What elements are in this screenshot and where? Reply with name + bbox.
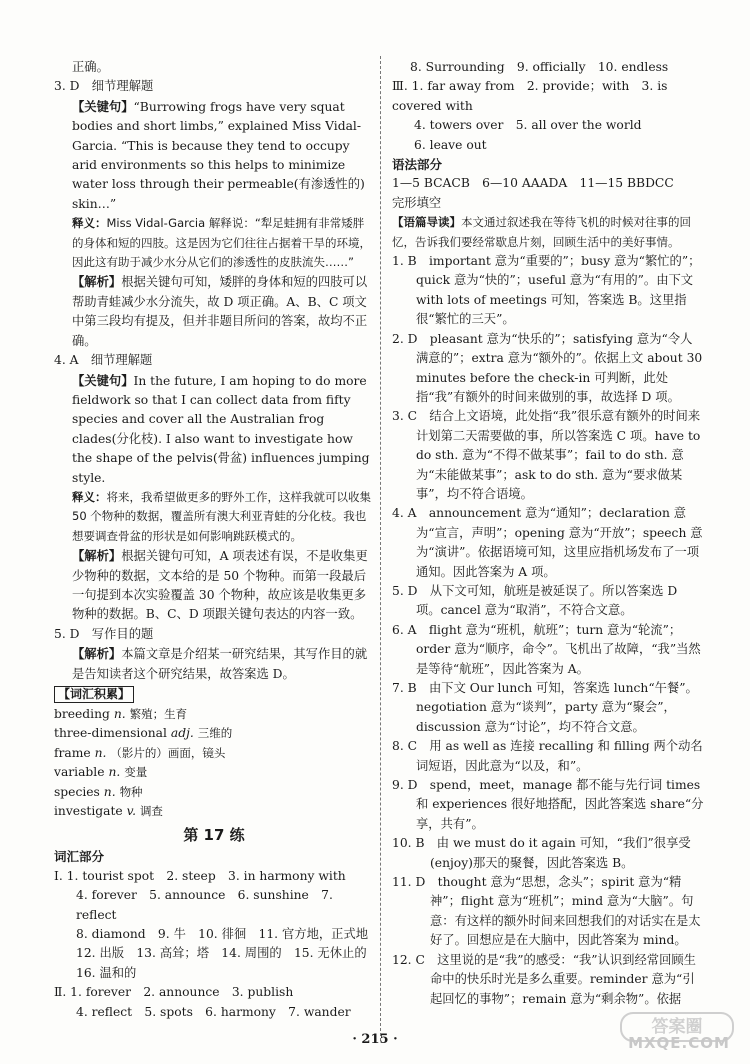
- translation-text: 将来，我希望做更多的野外工作，这样我就可以收集 50 个物种的数据，覆盖所有澳大利亚青蛙的分化枝。我也想要调查骨盆的形状是如何影响跳跃模式的。: [72, 489, 371, 543]
- q3-analysis: [54, 272, 374, 351]
- analysis-text: 本篇文章是介绍某一研究结果，其写作目的就是告知读者这个研究结果，故答案选 D。: [72, 647, 368, 681]
- analysis-text: 根据关键句可知，A 项表述有误，不是收集更少物种的数据，文本给的是 50 个物种。而第一段最后一句提到本次实验覆盖 30 个物种，故应该是收集更多物种的数据。B、C、D 项跟关键句表达的内容一致。: [72, 549, 368, 622]
- analysis-label: 【解析】: [72, 274, 122, 290]
- vocab-list: [54, 705, 374, 821]
- cloze-item: 11. D thought 意为“思想，念头”；spirit 意为“精神”；flight 意为“班机”；mind 意为“大脑”。句意：有这样的额外时间来回想我们的对话实在是太好了。回想应是在大脑中，因此答案为 mind。: [392, 875, 701, 948]
- watermark-logo: [618, 1010, 740, 1060]
- key-sentence-label: 【关键句】: [72, 372, 134, 388]
- answer-line: Ⅲ. 1. far away from 2. provide；with 3. is covered with: [392, 79, 668, 113]
- q3-translation: [54, 214, 374, 272]
- left-column: [54, 58, 381, 1022]
- passage-guide: [392, 213, 704, 252]
- analysis-label: 【解析】: [72, 548, 122, 564]
- q4-key-sentence: [54, 371, 374, 488]
- grammar-heading: 语法部分: [392, 157, 443, 173]
- continued-text: 正确。: [72, 60, 109, 74]
- section-3-answers: [392, 77, 704, 155]
- cloze-item: 10. B 由 we must do it again 可知，“我们”很享受(enjoy)那天的聚餐，因此答案选 B。: [392, 836, 691, 870]
- cloze-item: 4. A announcement 意为“通知”；declaration 意为“宣言，声明”；opening 意为“开放”；speech 意为“演讲”。依据语境可知，这里应指机场发布了一项通知。因此答案为 A 项。: [392, 506, 703, 579]
- vocab-item: [54, 763, 374, 782]
- vocab-pos: n.: [113, 707, 126, 721]
- answer-line: Ⅰ. 1. tourist spot 2. steep 3. in harmony with: [54, 868, 346, 883]
- vocab-meaning: 三维的: [197, 726, 233, 741]
- q4-heading: 4. A 细节理解题: [54, 353, 153, 368]
- q4-analysis: [54, 546, 374, 625]
- section-1-answers: [54, 867, 381, 983]
- answer-line: 4. forever 5. announce 6. sunshine 7. reflect: [76, 888, 333, 922]
- right-column: [392, 58, 704, 1009]
- section-2-continued: 8. Surrounding 9. officially 10. endless: [410, 60, 669, 74]
- watermark-bottom: MXQE.COM: [628, 1034, 730, 1052]
- vocab-word: frame: [54, 745, 91, 760]
- answer-line: Ⅱ. 1. forever 2. announce 3. publish: [54, 985, 294, 1000]
- answer-line: 6. leave out: [414, 137, 487, 152]
- guide-label: 【语篇导读】: [392, 215, 461, 230]
- vocab-section-heading: 词汇部分: [54, 849, 105, 865]
- vocab-pos: adj.: [170, 726, 194, 741]
- answer-line: 8. diamond 9. 牛 10. 徘徊 11. 官方地，正式地 12. 出版 13. 高耸；塔 14. 周围的 15. 无休止的 16. 温和的: [76, 927, 381, 980]
- vocab-meaning: （影片的）画面，镜头: [110, 745, 226, 760]
- vocab-meaning: 调查: [139, 804, 163, 819]
- vocab-pos: n.: [103, 784, 116, 799]
- vocab-item: [54, 724, 374, 743]
- vocab-word: investigate: [54, 804, 123, 819]
- translation-label: 释义：: [72, 216, 107, 231]
- vocab-item: [54, 705, 374, 724]
- cloze-item: 9. D spend，meet，manage 都不能与先行词 times 和 experiences 很好地搭配，因此答案选 share“分享，共有”。: [392, 778, 704, 831]
- vocab-item: [54, 744, 374, 763]
- column-divider: [380, 56, 381, 1041]
- guide-text: 本文通过叙述我在等待飞机的时候对往事的回忆，告诉我们要经常歇息片刻，回顾生活中的美好事情。: [392, 215, 691, 249]
- q3-key-sentence: [54, 97, 374, 214]
- key-sentence-label: 【关键句】: [72, 98, 134, 114]
- cloze-item: 6. A flight 意为“班机，航班”；turn 意为“轮流”；order 意为“顺序，命令”。飞机出了故障，“我”当然是等待“航班”，因此答案为 A。: [392, 622, 701, 676]
- translation-text: Miss Vidal-Garcia 解释说：“犁足蛙拥有非常矮胖的身体和短的四肢。这是因为它们往往占据着干旱的环境，因此这有助于减少水分从它们的渗透性的皮肤流失……”: [72, 216, 371, 270]
- vocab-meaning: 繁殖；生育: [129, 707, 188, 721]
- vocab-meaning: 变量: [124, 765, 148, 780]
- vocab-pos: n.: [94, 745, 107, 760]
- analysis-label: 【解析】: [72, 646, 122, 662]
- watermark-top: 答案圈: [620, 1012, 734, 1042]
- cloze-item: 1. B important 意为“重要的”；busy 意为“繁忙的”；quick 意为“快的”；useful 意为“有用的”。由下文 with lots of meetings 可知，答案选 B。这里指很“繁忙的三天”。: [392, 254, 701, 327]
- page-number: · 215 ·: [352, 1032, 398, 1047]
- lesson-title: 第 17 练: [183, 826, 245, 845]
- q4-translation: [54, 488, 374, 546]
- cloze-item: 3. C 结合上文语境，此处指“我”很乐意有额外的时间来计划第二天需要做的事，所以答案选 C 项。have to do sth. 意为“不得不做某事”；fail to do sth. 意为“未能做某事”；ask to do sth. 意为“要求做某事”，均不符合语境。: [392, 409, 701, 501]
- vocab-word: species: [54, 784, 100, 799]
- cloze-item: 2. D pleasant 意为“快乐的”；satisfying 意为“令人满意的”；extra 意为“额外的”。依据上文 about 30 minutes before the check-in 可判断，此处指“我”有额外的时间来做别的事，故选择 D 项。: [392, 331, 703, 404]
- cloze-item: 5. D 从下文可知，航班是被延误了。所以答案选 D 项。cancel 意为“取消”，不符合文意。: [392, 583, 678, 618]
- vocab-heading: 【词汇积累】: [54, 686, 134, 703]
- cloze-item: 8. C 用 as well as 连接 recalling 和 filling 两个动名词短语，因此意为“以及，和”。: [392, 739, 703, 773]
- grammar-answers: 1—5 BCACB 6—10 AAADA 11—15 BBDCC: [392, 176, 674, 191]
- answer-line: 4. reflect 5. spots 6. harmony 7. wander: [76, 1004, 351, 1019]
- cloze-item: 7. B 由下文 Our lunch 可知，答案选 lunch“午餐”。negotiation 意为“谈判”，party 意为“聚会”，discussion 意为“讨论”，均不符合文意。: [392, 681, 698, 734]
- translation-label: 释义：: [72, 489, 107, 504]
- cloze-item: 12. C 这里说的是“我”的感受：“我”认识到经常回顾生命中的快乐时光是多么重要。reminder 意为“引起回忆的事物”；remain 意为“剩余物”。依据: [392, 952, 696, 1006]
- vocab-word: three-dimensional: [54, 726, 167, 741]
- analysis-text: 根据关键句可知，矮胖的身体和短的四肢可以帮助青蛙减少水分流失，故 D 项正确。A、B、C 项文中第三段均有提及，但并非题目所问的答案，故均不正确。: [72, 275, 368, 348]
- q5-heading: 5. D 写作目的题: [54, 626, 154, 641]
- key-sentence-text: “Burrowing frogs have very squat bodies and short limbs,” explained Miss Vidal-Garcia. “This is because they tend to occupy arid environments so this helps to minimize water loss through their permeable(有渗透性的) skin…”: [72, 99, 365, 211]
- vocab-word: variable: [54, 765, 105, 780]
- section-2-answers: [54, 983, 374, 1022]
- key-sentence-text: In the future, I am hoping to do more fieldwork so that I can collect data from fifty species and cover all the Australian frog clades(分化枝). I also want to investigate how the shape of the pelvis(骨盆) influences jumping style.: [72, 373, 370, 485]
- vocab-pos: n.: [108, 765, 121, 780]
- cloze-heading: 完形填空: [392, 195, 442, 210]
- vocab-pos: v.: [126, 804, 137, 819]
- answer-line: 4. towers over 5. all over the world: [414, 118, 642, 133]
- vocab-word: breeding: [54, 707, 110, 721]
- vocab-meaning: 物种: [119, 784, 143, 799]
- cloze-answer-list: [392, 252, 704, 1009]
- vocab-item: [54, 783, 374, 802]
- vocab-item: [54, 802, 374, 821]
- q5-analysis: [54, 644, 374, 684]
- q3-heading: 3. D 细节理解题: [54, 79, 154, 94]
